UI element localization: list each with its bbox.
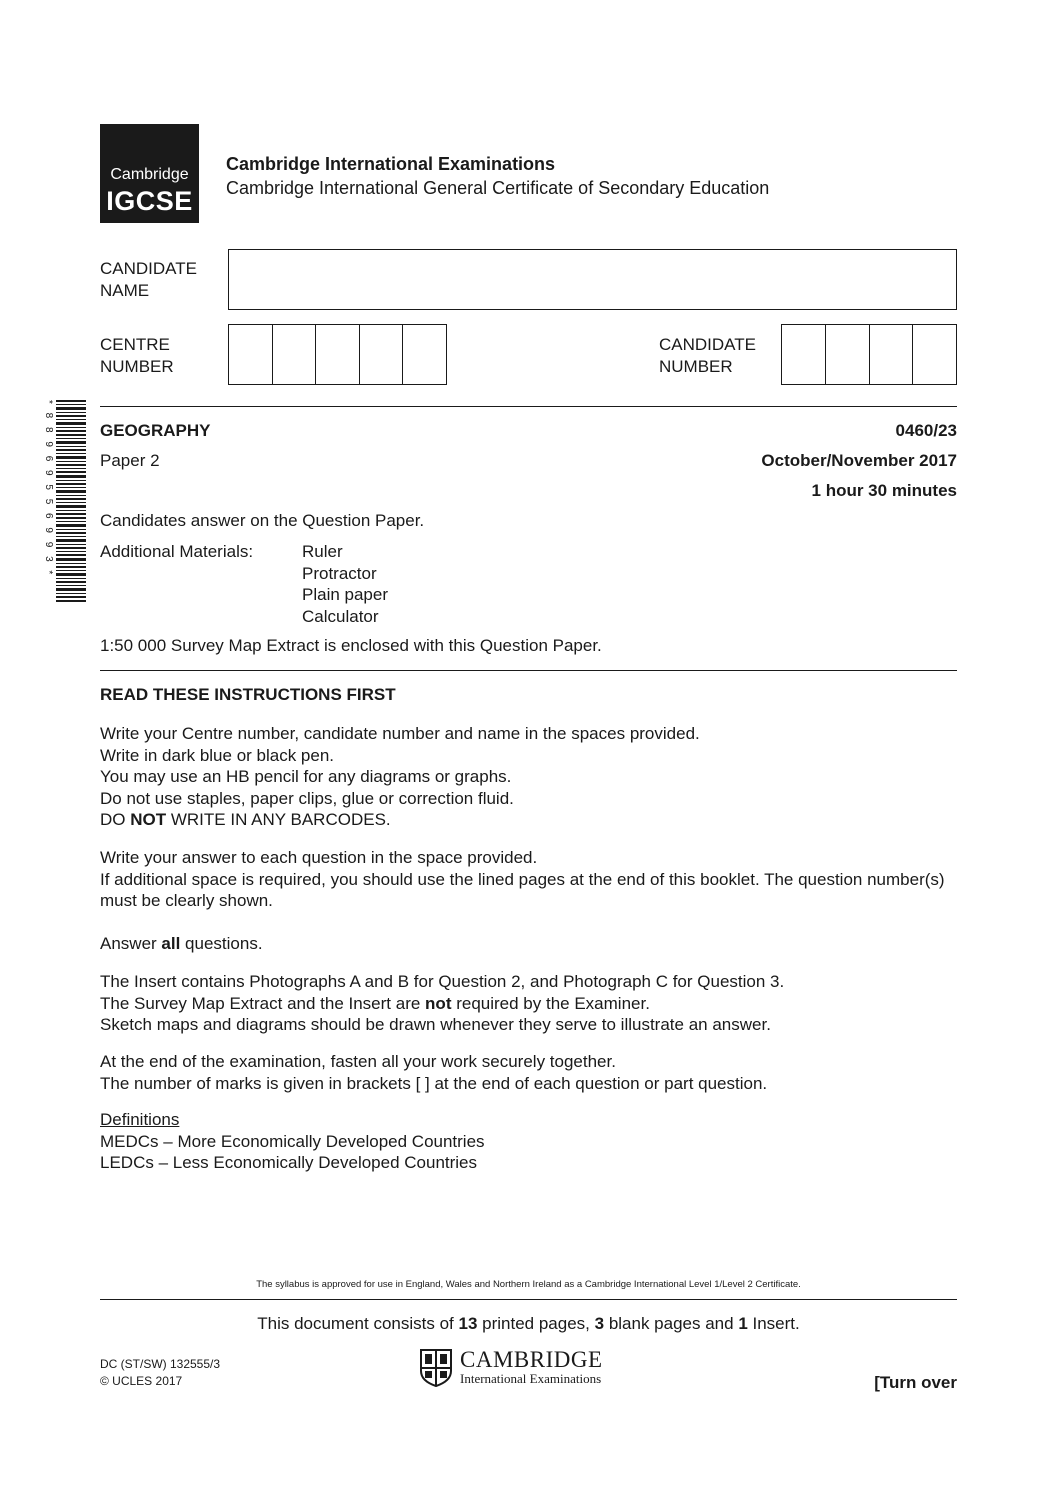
candidate-number-field[interactable] — [781, 324, 957, 385]
instruction-line: Write your answer to each question in the space provided. — [100, 848, 538, 867]
candidate-number-cell[interactable] — [826, 325, 870, 384]
material-item: Ruler — [302, 542, 343, 561]
map-note: 1:50 000 Survey Map Extract is enclosed with this Question Paper. — [100, 636, 602, 655]
centre-number-cell[interactable] — [273, 325, 317, 384]
exam-session: October/November 2017 — [761, 451, 957, 470]
barcode — [44, 400, 86, 602]
centre-number-cell[interactable] — [403, 325, 446, 384]
candidate-number-cell[interactable] — [913, 325, 956, 384]
logo-line1: Cambridge — [110, 166, 189, 183]
cambridge-igcse-logo — [100, 124, 199, 223]
certificate-title: Cambridge International General Certificate of Secondary Education — [226, 178, 770, 198]
instruction-line: must be clearly shown. — [100, 891, 273, 910]
copyright: © UCLES 2017 — [100, 1374, 183, 1388]
answer-all-instruction: Answer all questions. — [100, 934, 263, 953]
instruction-line: If additional space is required, you should use the lined pages at the end of this booklet. The question number(s) — [100, 869, 945, 889]
definition-item: MEDCs – More Economically Developed Countries — [100, 1131, 485, 1151]
definitions — [100, 1109, 485, 1174]
paper-number: Paper 2 — [100, 451, 160, 470]
answer-on-note: Candidates answer on the Question Paper. — [100, 511, 425, 530]
footer-left — [100, 1356, 220, 1390]
candidate-number-cell[interactable] — [782, 325, 826, 384]
candidate-name-field[interactable] — [228, 249, 957, 310]
barcode-digits: * 8 8 9 6 9 5 5 6 9 9 3 * — [43, 400, 54, 578]
divider — [100, 670, 957, 671]
paper-code: 0460/23 — [895, 421, 957, 440]
centre-number-label: CENTRE NUMBER — [100, 335, 174, 376]
instruction-line: Write your Centre number, candidate number and name in the spaces provided. — [100, 724, 700, 743]
barcode-instruction: DO NOT WRITE IN ANY BARCODES. — [100, 810, 391, 829]
instruction-line: Sketch maps and diagrams should be drawn whenever they serve to illustrate an answer. — [100, 1015, 771, 1034]
definition-item: LEDCs – Less Economically Developed Countries — [100, 1153, 478, 1172]
instruction-line: You may use an HB pencil for any diagrams or graphs. — [100, 767, 512, 786]
materials-label: Additional Materials: — [100, 542, 254, 561]
instructions-block-1 — [100, 723, 700, 831]
centre-number-field[interactable] — [228, 324, 447, 385]
centre-number-cell[interactable] — [316, 325, 360, 384]
candidate-name-label: CANDIDATE NAME — [100, 259, 197, 300]
page-count-note: This document consists of 13 printed pages, 3 blank pages and 1 Insert. — [257, 1314, 800, 1333]
logo-line2: IGCSE — [106, 186, 193, 216]
centre-number-cell[interactable] — [229, 325, 273, 384]
logo-wordmark: CAMBRIDGE — [460, 1347, 603, 1372]
material-item: Protractor — [302, 563, 377, 583]
instructions-heading: READ THESE INSTRUCTIONS FIRST — [100, 685, 396, 704]
instruction-line: The Insert contains Photographs A and B for Question 2, and Photograph C for Question 3. — [100, 972, 785, 991]
instructions-block-4 — [100, 1051, 767, 1094]
instruction-line: Do not use staples, paper clips, glue or correction fluid. — [100, 788, 514, 808]
instructions-block-3 — [100, 971, 784, 1036]
instruction-line: The number of marks is given in brackets [ ] at the end of each question or part question. — [100, 1073, 768, 1093]
definitions-heading: Definitions — [100, 1110, 180, 1129]
divider — [100, 406, 957, 407]
candidate-number-label: CANDIDATE NUMBER — [659, 335, 756, 376]
candidate-number-cell[interactable] — [870, 325, 914, 384]
instruction-line: The Survey Map Extract and the Insert are not required by the Examiner. — [100, 993, 650, 1013]
centre-number-cell[interactable] — [360, 325, 404, 384]
turn-over: [Turn over — [874, 1373, 957, 1392]
instructions-block-2 — [100, 847, 945, 912]
instruction-line: Write in dark blue or black pen. — [100, 745, 335, 765]
logo-subtitle: International Examinations — [460, 1371, 602, 1386]
subject: GEOGRAPHY — [100, 421, 211, 440]
syllabus-note: The syllabus is approved for use in England, Wales and Northern Ireland as a Cambridge International Level 1/Level 2 Certificate. — [256, 1279, 801, 1290]
material-item: Plain paper — [302, 585, 389, 604]
materials-list — [302, 541, 388, 627]
duration: 1 hour 30 minutes — [811, 481, 957, 500]
divider — [100, 1299, 957, 1300]
crest-icon — [420, 1349, 452, 1387]
instruction-line: At the end of the examination, fasten all your work securely together. — [100, 1052, 616, 1071]
material-item: Calculator — [302, 606, 379, 626]
org-title: Cambridge International Examinations — [226, 154, 556, 174]
reference-code: DC (ST/SW) 132555/3 — [100, 1357, 221, 1371]
